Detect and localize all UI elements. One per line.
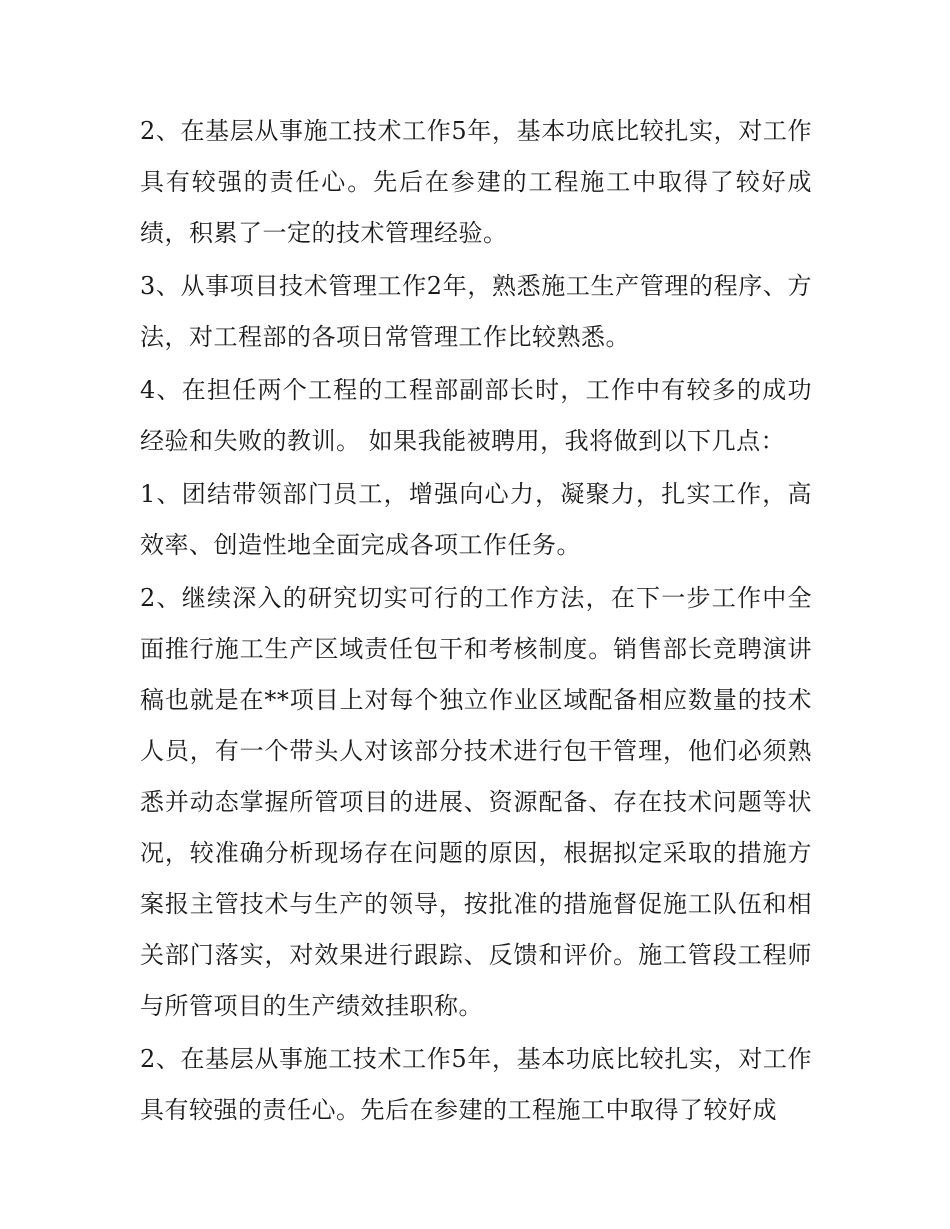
paragraph-experience-grassroots-repeat: 2、在基层从事施工技术工作5年，基本功底比较扎实，对工作具有较强的责任心。先后在参建的工程施工中取得了较好成: [140, 1045, 812, 1124]
paragraph-experience-grassroots: 2、在基层从事施工技术工作5年，基本功底比较扎实，对工作具有较强的责任心。先后在参建的工程施工中取得了较好成绩，积累了一定的技术管理经验。: [140, 117, 812, 247]
paragraph-plan-unite-team: 1、团结带领部门员工，增强向心力，凝聚力，扎实工作，高效率、创造性地全面完成各项工作任务。: [140, 480, 812, 559]
paragraph-project-management: 3、从事项目技术管理工作2年，熟悉施工生产管理的程序、方法，对工程部的各项日常管理工作比较熟悉。: [140, 272, 812, 351]
paragraph-plan-responsibility-system: 2、继续深入的研究切实可行的工作方法，在下一步工作中全面推行施工生产区域责任包干和考核制度。销售部长竞聘演讲稿也就是在**项目上对每个独立作业区域配备相应数量的技术人员，有一个带头人对该部分技术进行包干管理，他们必须熟悉并动态掌握所管项目的进展、资源配备、存在技术问题等状况，较准确分析现场存在问题的原因，根据拟定采取的措施方案报主管技术与生产的领导，按批准的措施督促施工队伍和相关部门落实，对效果进行跟踪、反馈和评价。施工管段工程师与所管项目的生产绩效挂职称。: [140, 584, 812, 1020]
document-body: [140, 106, 812, 1138]
paragraph-deputy-director: 4、在担任两个工程的工程部副部长时，工作中有较多的成功经验和失败的教训。 如果我能被聘用，我将做到以下几点：: [140, 376, 812, 455]
